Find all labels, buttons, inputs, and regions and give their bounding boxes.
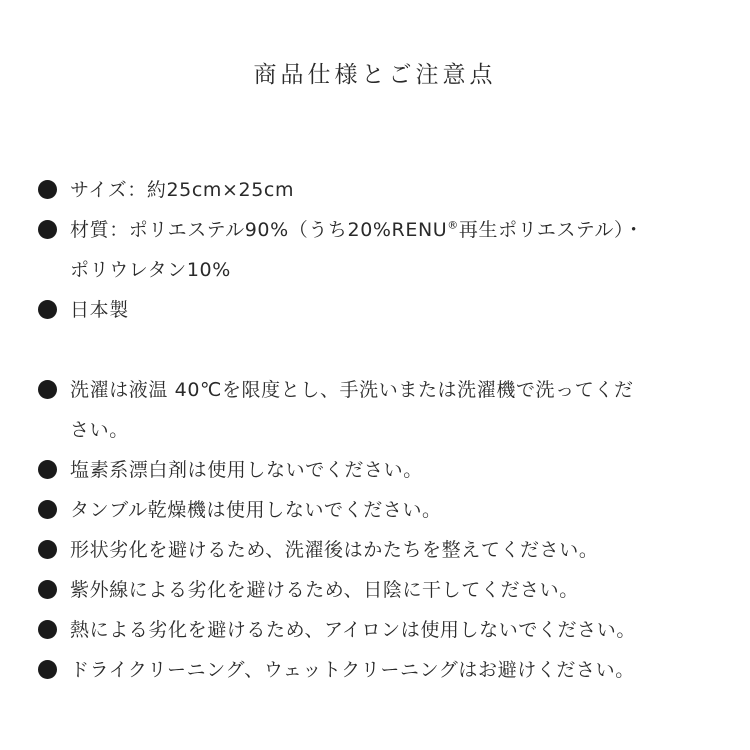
origin-text: 日本製 [70, 299, 129, 321]
care-item-wash [36, 370, 726, 450]
care-item-dryer [36, 490, 726, 530]
material-text-b: 再生ポリエステル）・ [458, 219, 644, 241]
bullet-icon [38, 220, 57, 239]
spec-item-size [36, 170, 726, 210]
care-item-iron [36, 610, 726, 650]
bleach-text: 塩素系漂白剤は使用しないでください。 [70, 459, 423, 481]
care-item-bleach [36, 450, 726, 490]
bullet-icon [38, 540, 57, 559]
wash-line-1: 洗濯は液温 40℃を限度とし、手洗いまたは洗濯機で洗ってくだ [70, 379, 634, 401]
bullet-icon [38, 620, 57, 639]
material-text-a: 材質：ポリエステル90%（うち20%RENU [70, 219, 448, 241]
bullet-icon [38, 580, 57, 599]
spec-item-origin [36, 290, 726, 330]
page-title: 商品仕様とご注意点 [253, 62, 497, 88]
bullet-icon [38, 660, 57, 679]
size-text: サイズ：約25cm×25cm [70, 179, 295, 201]
bullet-icon [38, 500, 57, 519]
uv-text: 紫外線による劣化を避けるため、日陰に干してください。 [70, 579, 579, 601]
bullet-icon [38, 300, 57, 319]
spec-item-material [36, 210, 726, 290]
care-item-shape [36, 530, 726, 570]
care-list [36, 370, 726, 690]
bullet-icon [38, 180, 57, 199]
bullet-icon [38, 460, 57, 479]
dryer-text: タンブル乾燥機は使用しないでください。 [70, 499, 442, 521]
registered-mark: ® [447, 218, 459, 232]
material-line-2: ポリウレタン10% [70, 259, 231, 281]
wash-line-2: さい。 [70, 419, 129, 441]
spec-list [36, 170, 726, 330]
bullet-icon [38, 380, 57, 399]
dryclean-text: ドライクリーニング、ウェットクリーニングはお避けください。 [70, 659, 635, 681]
care-item-uv [36, 570, 726, 610]
iron-text: 熱による劣化を避けるため、アイロンは使用しないでください。 [70, 619, 636, 641]
care-item-dryclean [36, 650, 726, 690]
material-line-1 [70, 210, 726, 250]
shape-text: 形状劣化を避けるため、洗濯後はかたちを整えてください。 [70, 539, 599, 561]
